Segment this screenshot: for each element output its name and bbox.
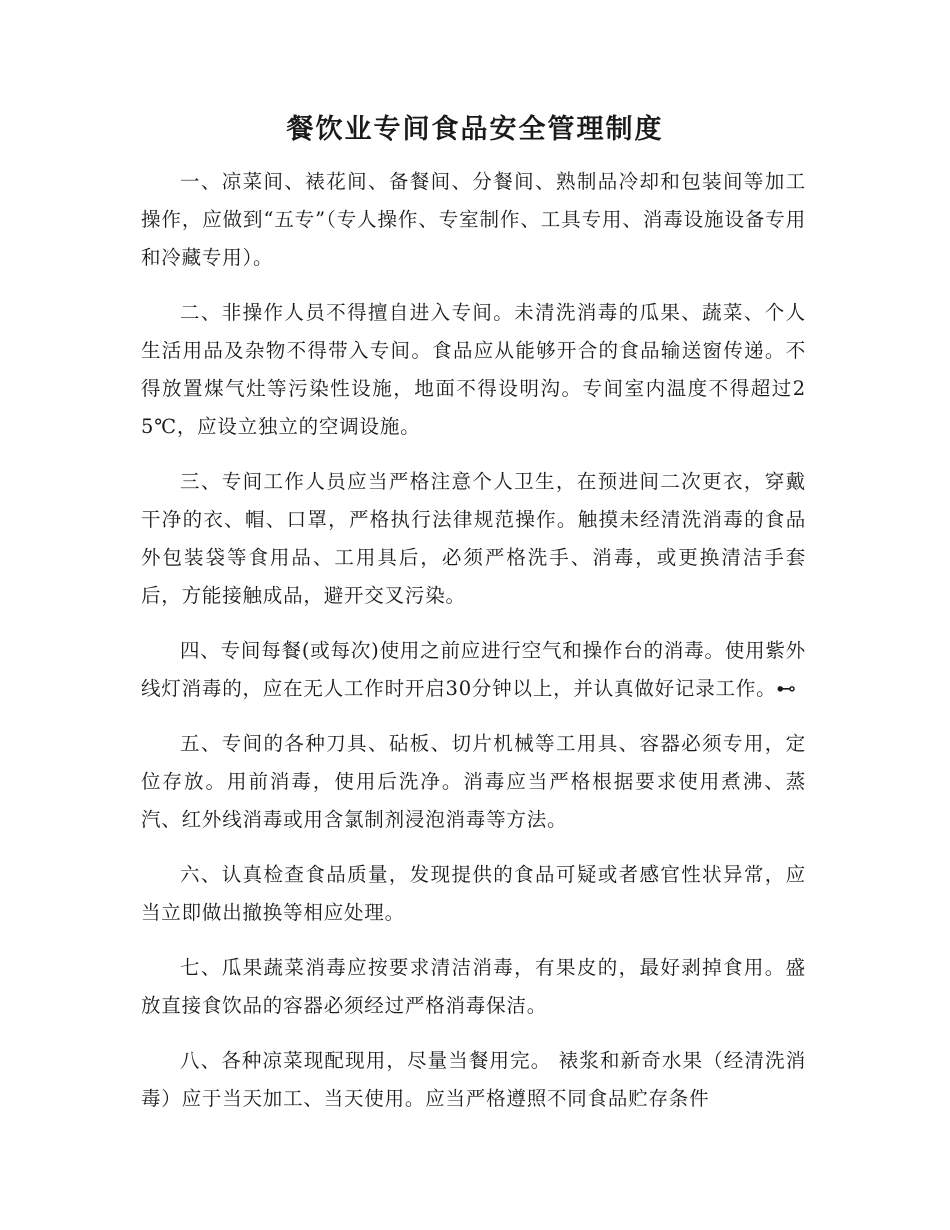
paragraph-4: 四、专间每餐(或每次)使用之前应进行空气和操作台的消毒。使用紫外线灯消毒的，应在无人工作时开启30分钟以上，并认真做好记录工作。⊷ bbox=[141, 639, 806, 700]
paragraph-3: 三、专间工作人员应当严格注意个人卫生，在预进间二次更衣，穿戴干净的衣、帽、口罩，严格执行法律规范操作。触摸未经清洗消毒的食品外包装袋等食用品、工用具后，必须严格洗手、消毒，或更换清洁手套后，方能接触成品，避开交叉污染。 bbox=[141, 470, 806, 607]
document-title: 餐饮业专间食品安全管理制度 bbox=[286, 114, 664, 145]
document-body bbox=[141, 163, 806, 1135]
paragraph-2: 二、非操作人员不得擅自进入专间。未清洗消毒的瓜果、蔬菜、个人生活用品及杂物不得带入专间。食品应从能够开合的食品输送窗传递。不得放置煤气灶等污染性设施，地面不得设明沟。专间室内温度不得超过25℃，应设立独立的空调设施。 bbox=[141, 301, 806, 438]
paragraph-8: 八、各种凉菜现配现用，尽量当餐用完。 裱浆和新奇水果（经清洗消毒）应于当天加工、当天使用。应当严格遵照不同食品贮存条件 bbox=[141, 1049, 806, 1110]
paragraph-1: 一、凉菜间、裱花间、备餐间、分餐间、熟制品冷却和包装间等加工操作，应做到“五专”（专人操作、专室制作、工具专用、消毒设施设备专用和冷藏专用）。 bbox=[141, 170, 806, 269]
paragraph-6: 六、认真检查食品质量，发现提供的食品可疑或者感官性状异常，应当立即做出撤换等相应处理。 bbox=[141, 863, 806, 924]
paragraph-7: 七、瓜果蔬菜消毒应按要求清洁消毒，有果皮的，最好剥掉食用。盛放直接食饮品的容器必须经过严格消毒保洁。 bbox=[141, 956, 806, 1017]
paragraph-5: 五、专间的各种刀具、砧板、切片机械等工用具、容器必须专用，定位存放。用前消毒，使用后洗净。消毒应当严格根据要求使用煮沸、蒸汽、红外线消毒或用含氯制剂浸泡消毒等方法。 bbox=[141, 732, 806, 831]
